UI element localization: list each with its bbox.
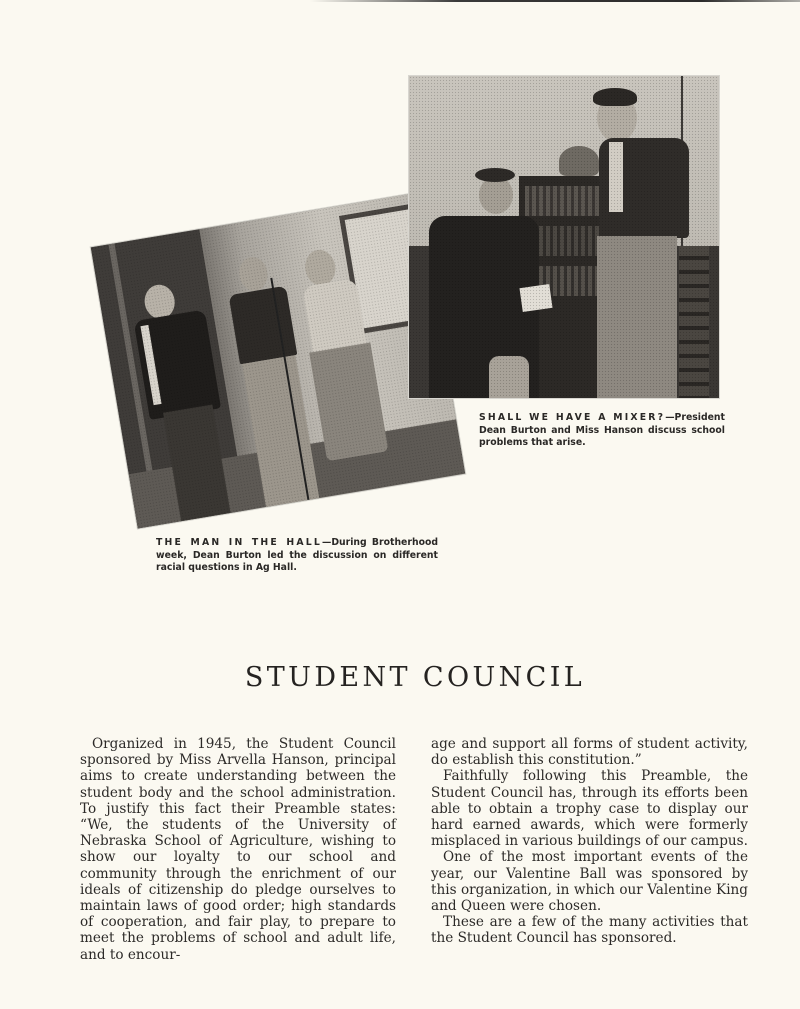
photo-shall-we-have-a-mixer xyxy=(408,75,720,399)
caption-man-in-the-hall xyxy=(156,537,438,575)
page-title: STUDENT COUNCIL xyxy=(244,662,586,693)
caption-text: —During Brotherhood week, Dean Burton led the discussion on different racial questions in Ag Hall. xyxy=(156,537,438,573)
caption-headline: THE MAN IN THE HALL xyxy=(156,537,323,548)
article-paragraph: age and support all forms of student activity, do establish this constitution.” xyxy=(431,736,748,769)
page-top-edge xyxy=(310,0,800,2)
article-paragraph: Faithfully following this Preamble, the Student Council has, through its efforts been able to obtain a trophy case to display our hard earned awards, which were formerly misplaced in various buildings of our campus. xyxy=(431,768,748,850)
article-paragraph: These are a few of the many activities that the Student Council has sponsored. xyxy=(431,914,748,947)
caption-text: —President Dean Burton and Miss Hanson discuss school problems that arise. xyxy=(479,412,725,448)
caption-shall-we-have-a-mixer xyxy=(479,412,725,450)
caption-headline: SHALL WE HAVE A MIXER? xyxy=(479,412,666,423)
article-right-column xyxy=(431,736,748,947)
article-left-column xyxy=(80,736,396,963)
article-paragraph: Organized in 1945, the Student Council sponsored by Miss Arvella Hanson, principal aims to create understanding between the student body and the school administration. To justify this fact their Preamble states: “We, the students of the University of Nebraska School of Agriculture, wishing to show our loyalty to our school and community through the enrichment of our ideals of citizenship do pledge ourselves to maintain laws of good order; high standards of cooperation, and fair play, to prepare to meet the problems of school and adult life, and to encour- xyxy=(80,736,396,963)
article-paragraph: One of the most important events of the year, our Valentine Ball was sponsored by this organization, in which our Valentine King and Queen were chosen. xyxy=(431,849,748,915)
